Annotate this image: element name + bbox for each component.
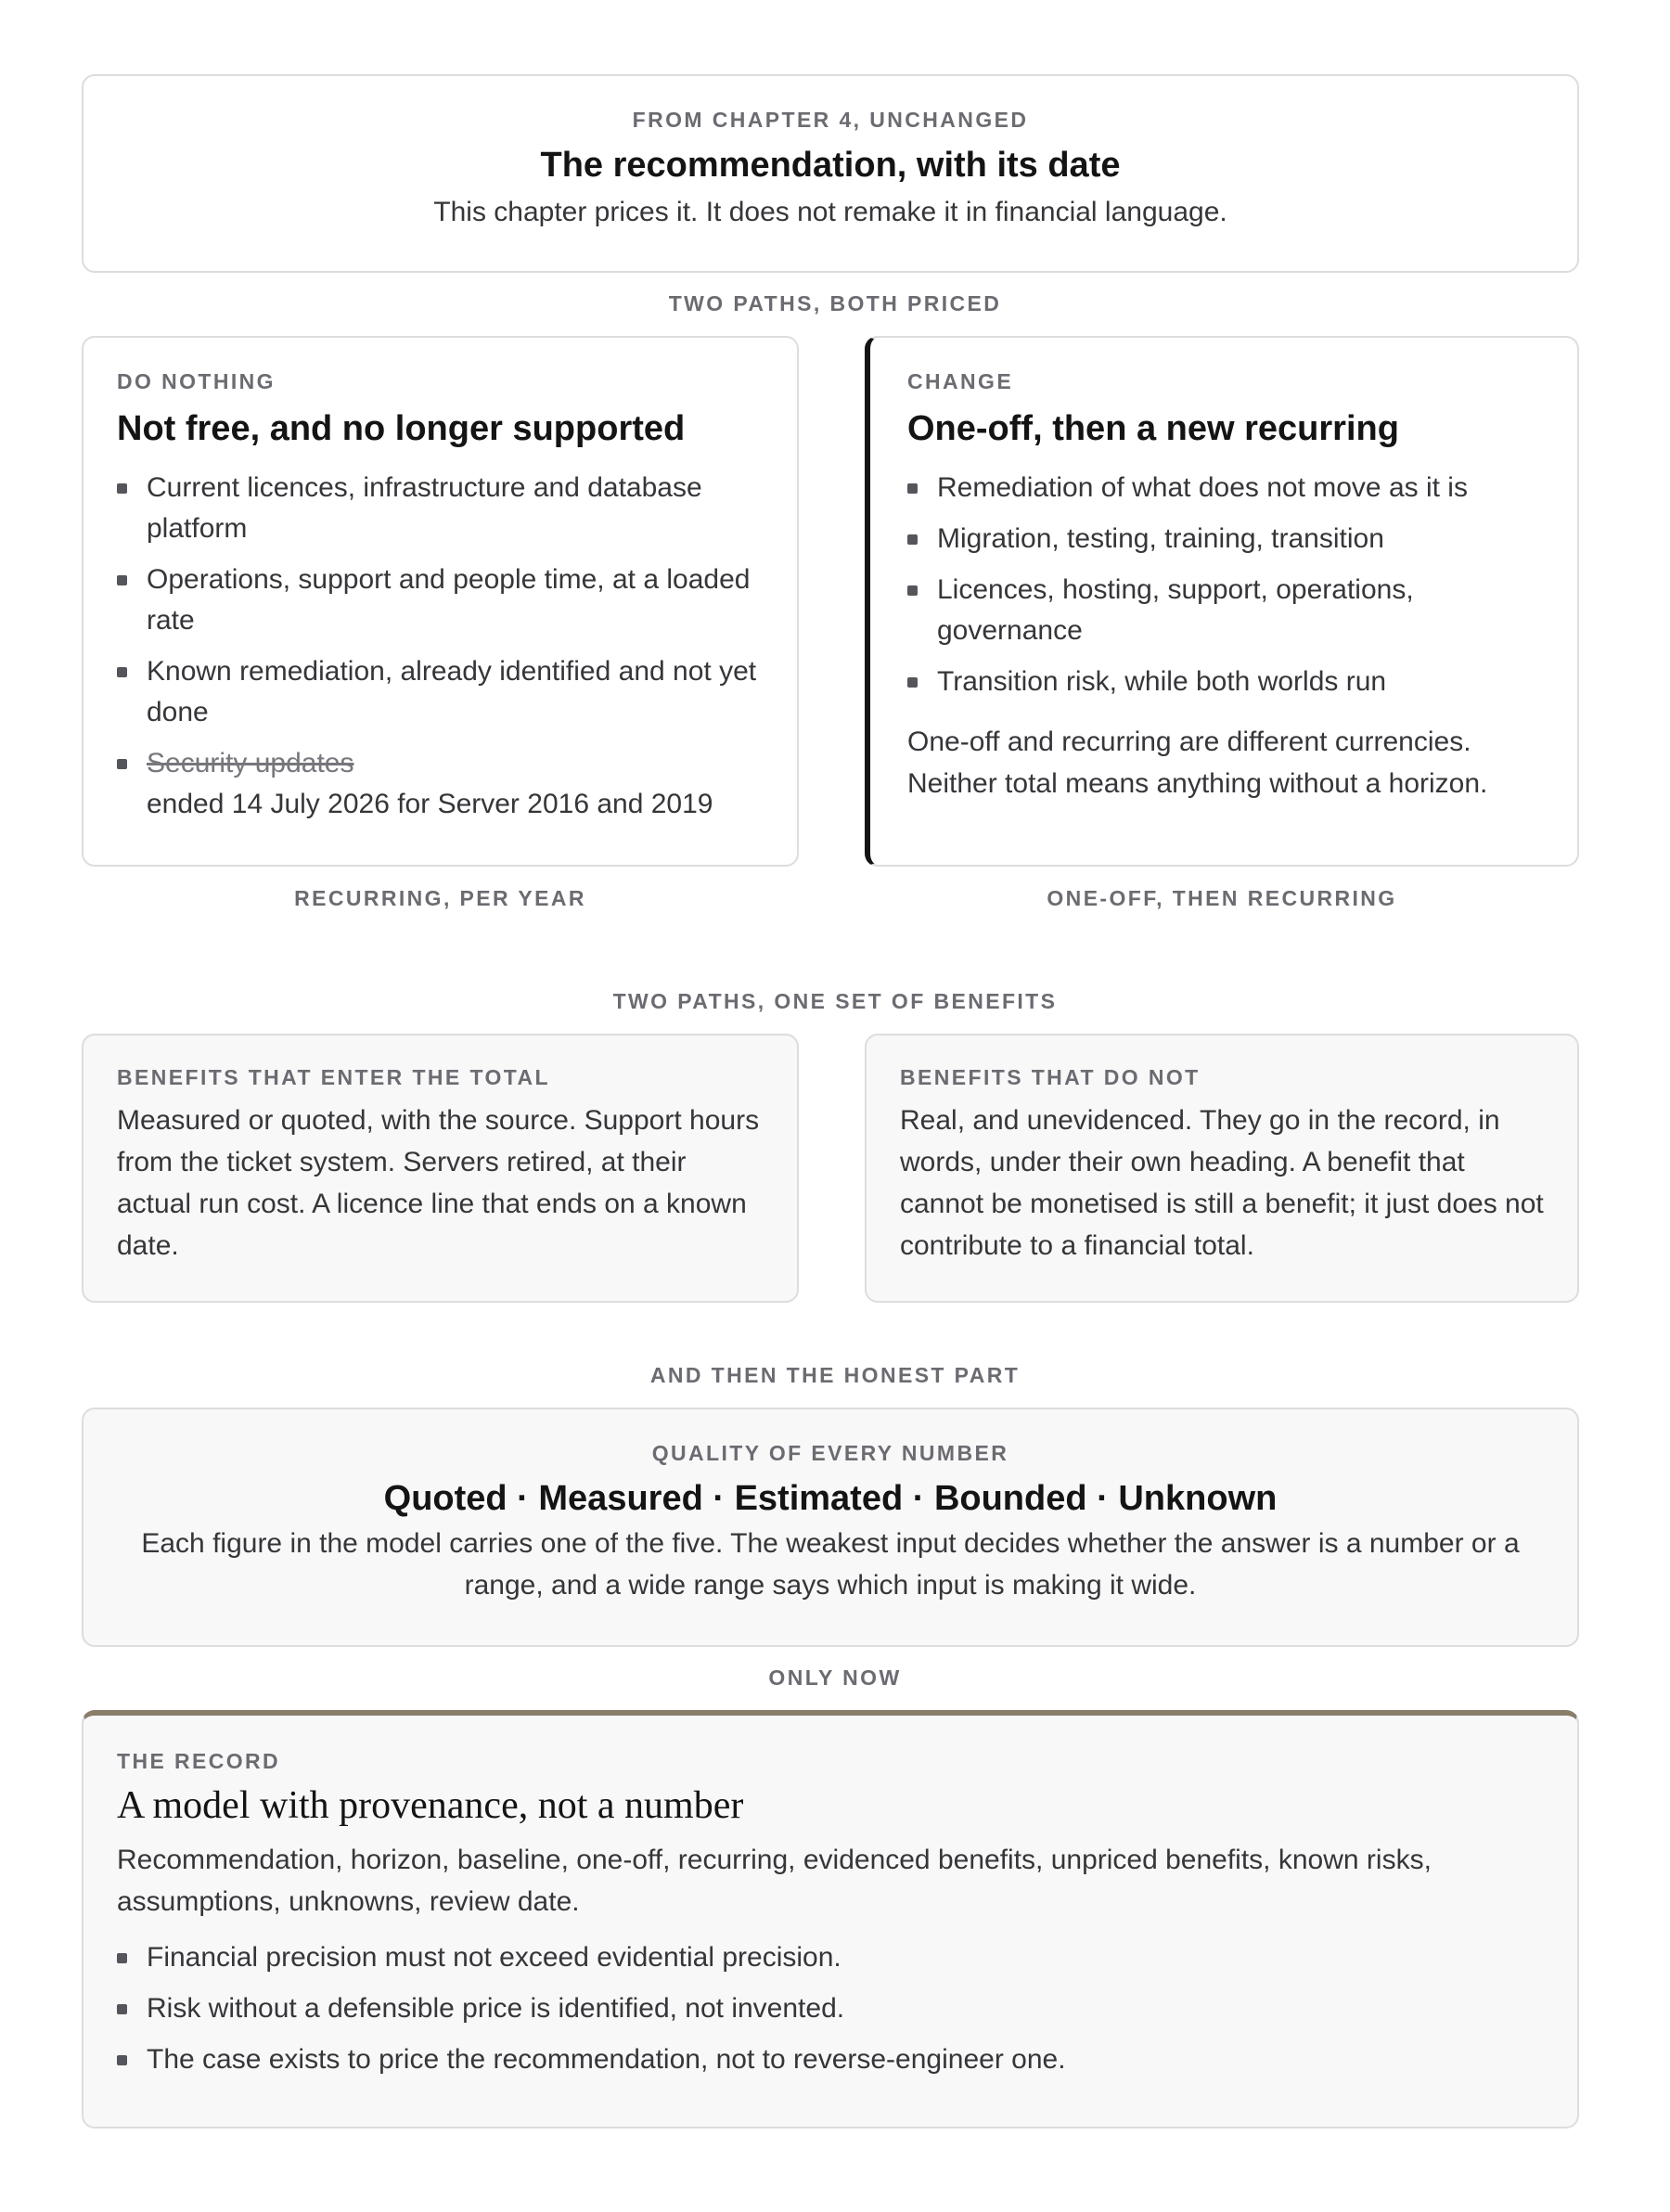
list-item-security-updates (117, 743, 764, 825)
recommendation-eyebrow: FROM CHAPTER 4, UNCHANGED (632, 108, 1029, 132)
connector-two-paths-priced: TWO PATHS, BOTH PRICED (668, 291, 1002, 315)
connector-two-paths-benefits: TWO PATHS, ONE SET OF BENEFITS (612, 989, 1058, 1013)
change-card (865, 336, 1579, 867)
benefits-not-in-total-card (865, 1034, 1579, 1303)
connector-honest-part: AND THEN THE HONEST PART (649, 1363, 1021, 1387)
do-nothing-eyebrow: DO NOTHING (117, 369, 276, 393)
struck-item: Security updates (147, 748, 354, 778)
list-item: Licences, hosting, support, operations, governance (907, 570, 1544, 651)
list-item: Migration, testing, training, transition (907, 519, 1544, 559)
benefits-in-text: Measured or quoted, with the source. Support hours from the ticket system. Servers retired, at their actual run cost. A licence line that ends on a known date. (117, 1105, 760, 1261)
do-nothing-caption: RECURRING, PER YEAR (294, 886, 586, 910)
recommendation-subtitle: This chapter prices it. It does not remake it in financial language. (433, 197, 1227, 227)
change-note: One-off and recurring are different currencies. Neither total means anything without a horizon. (907, 727, 1488, 799)
list-item: Risk without a defensible price is identified, not invented. (117, 1988, 1544, 2029)
record-card (82, 1710, 1579, 2128)
benefits-out-text: Real, and unevidenced. They go in the record, in words, under their own heading. A benefit that cannot be monetised is still a benefit; it just does not contribute to a financial total. (900, 1105, 1544, 1261)
list-item: Known remediation, already identified and not yet done (117, 651, 764, 733)
list-item: Financial precision must not exceed evidential precision. (117, 1937, 1544, 1978)
benefits-in-total-card (82, 1034, 799, 1303)
quality-title: Quoted · Measured · Estimated · Bounded · Unknown (383, 1479, 1278, 1518)
benefits-in-eyebrow: BENEFITS THAT ENTER THE TOTAL (117, 1065, 550, 1089)
change-list (907, 468, 1544, 702)
recommendation-title: The recommendation, with its date (540, 146, 1121, 185)
record-title: A model with provenance, not a number (117, 1784, 744, 1827)
do-nothing-list (117, 468, 764, 825)
benefits-out-eyebrow: BENEFITS THAT DO NOT (900, 1065, 1201, 1089)
record-list (117, 1937, 1544, 2080)
do-nothing-title: Not free, and no longer supported (117, 409, 686, 448)
change-title: One-off, then a new recurring (907, 409, 1399, 448)
struck-item-note: ended 14 July 2026 for Server 2016 and 2019 (147, 789, 713, 819)
list-item: Current licences, infrastructure and database platform (117, 468, 764, 549)
list-item: Transition risk, while both worlds run (907, 662, 1544, 702)
change-caption: ONE-OFF, THEN RECURRING (1047, 886, 1397, 910)
list-item: Remediation of what does not move as it is (907, 468, 1544, 508)
change-eyebrow: CHANGE (907, 369, 1014, 393)
recommendation-card (82, 74, 1579, 273)
record-text: Recommendation, horizon, baseline, one-off, recurring, evidenced benefits, unpriced benefits, known risks, assumptions, unknowns, review date. (117, 1845, 1432, 1917)
quality-eyebrow: QUALITY OF EVERY NUMBER (651, 1441, 1009, 1465)
connector-only-now: ONLY NOW (768, 1665, 902, 1690)
list-item: Operations, support and people time, at a loaded rate (117, 559, 764, 641)
record-eyebrow: THE RECORD (117, 1749, 281, 1773)
do-nothing-card (82, 336, 799, 867)
quality-text: Each figure in the model carries one of the five. The weakest input decides whether the answer is a number or a range, and a wide range says which input is making it wide. (141, 1528, 1520, 1601)
quality-card (82, 1408, 1579, 1647)
list-item: The case exists to price the recommendation, not to reverse-engineer one. (117, 2039, 1544, 2080)
